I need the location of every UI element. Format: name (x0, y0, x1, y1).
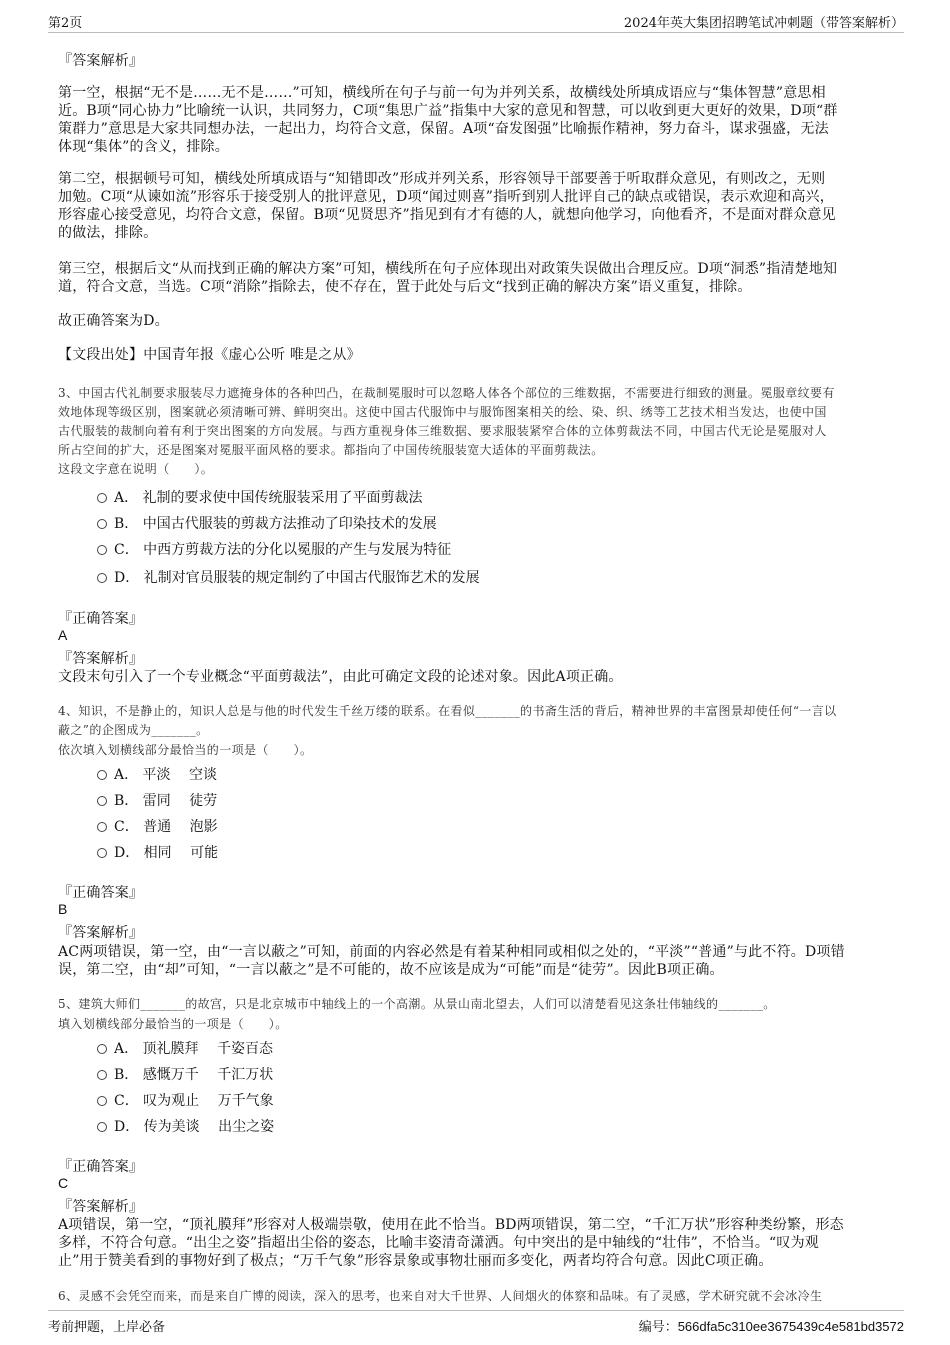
q2-explain-p1-line: 第一空，根据“无不是……无不是……”可知，横线所在句子与前一句为并列关系，故横线处所填成语应与“集体智慧”意思相 (58, 85, 826, 101)
q5-prompt: 填入划横线部分最恰当的一项是（ ）。 (58, 1017, 288, 1031)
q2-explain-p1-line: 体现“集体”的含义，排除。 (58, 139, 229, 155)
q4-option-d-label: D． 相同 可能 (114, 845, 219, 861)
radio-icon[interactable] (97, 1070, 107, 1080)
q4-option-a-label: A． 平淡 空谈 (114, 767, 218, 783)
q4-explain-line: AC两项错误，第一空，由“一言以蔽之”可知，前面的内容必然是有着某种相同或相似之处的，“平淡”“普通”与此不符。D项错 (58, 944, 845, 960)
q3-answer-label: 『正确答案』 (58, 611, 144, 627)
q4-explain-label: 『答案解析』 (58, 925, 144, 941)
q4-stem-line: 蔽之”的企图成为_______。 (58, 723, 209, 737)
q3-explain-line: 文段末句引入了一个专业概念“平面剪裁法”，由此可确定文段的论述对象。因此A项正确。 (58, 669, 623, 685)
q2-explain-p1-line: 近。B项“同心协力”比喻统一认识，共同努力，C项“集思广益”指集中大家的意见和智慧，可以收到更大更好的效果，D项“群 (58, 103, 838, 119)
radio-icon[interactable] (97, 822, 107, 832)
q3-answer: A (58, 627, 68, 643)
q2-explain-p2-line: 的做法，排除。 (58, 225, 158, 241)
q2-explain-p3-line: 道，符合文意，当选。C项“消除”指除去，使不存在，置于此处与后文“找到正确的解决方案”语义重复，排除。 (58, 279, 752, 295)
q5-explain-line: 止”用于赞美看到的事物好到了极点；“万千气象”形容景象或事物壮丽而多变化，两者均符合句意。因此C项正确。 (58, 1253, 773, 1269)
radio-icon[interactable] (97, 1122, 107, 1132)
q3-stem-line: 3、中国古代礼制要求服装尽力遮掩身体的各种凹凸，在裁制冕服时可以忽略人体各个部位的三维数据，不需要进行细致的测量。冕服章纹要有 (58, 386, 835, 400)
document-title: 2024年英大集团招聘笔试冲刺题（带答案解析） (623, 16, 904, 31)
q3-stem-line: 效地体现等级区别，图案就必须清晰可辨、鲜明突出。这使中国古代服饰中与服饰图案相关的绘、染、织、绣等工艺技术相当发达，也使中国 (58, 405, 827, 419)
page-header (48, 10, 904, 33)
q5-option-d-label: D． 传为美谈 出尘之姿 (114, 1119, 275, 1135)
q3-option-a-label: A． 礼制的要求使中国传统服装采用了平面剪裁法 (114, 490, 423, 506)
q2-explain-label: 『答案解析』 (58, 53, 144, 69)
q3-option-c-label: C． 中西方剪裁方法的分化以冕服的产生与发展为特征 (114, 542, 452, 558)
q5-option-c-label: C． 叹为观止 万千气象 (114, 1093, 274, 1109)
radio-icon[interactable] (97, 519, 107, 529)
q4-answer-label: 『正确答案』 (58, 885, 144, 901)
q5-option-a-label: A． 顶礼膜拜 千姿百态 (114, 1041, 274, 1057)
document-id: 编号：566dfa5c310ee3675439c4e581bd3572 (638, 1319, 904, 1334)
q4-stem-line: 4、知识，不是静止的，知识人总是与他的时代发生千丝万缕的联系。在看似_______的书斋生活的背后，精神世界的丰富图景却使任何“一言以 (58, 704, 837, 718)
q5-option-b-label: B． 感慨万千 千汇万状 (114, 1067, 274, 1083)
q2-explain-p3-line: 第三空，根据后文“从而找到正确的解决方案”可知，横线所在句子应体现出对政策失误做出合理反应。D项“洞悉”指清楚地知 (58, 261, 838, 277)
page-footer (48, 1310, 904, 1335)
q3-stem-line: 古代服装的裁制向着有利于突出图案的方向发展。与西方重视身体三维数据、要求服装紧窄合体的立体剪裁法不同，中国古代无论是冕服对人 (58, 424, 827, 438)
q5-explain-line: A项错误，第一空，“顶礼膜拜”形容对人极端崇敬，使用在此不恰当。BD两项错误，第二空，“千汇万状”形容种类纷繁，形态 (58, 1217, 844, 1233)
radio-icon[interactable] (97, 545, 107, 555)
radio-icon[interactable] (97, 848, 107, 858)
q4-option-c-label: C． 普通 泡影 (114, 819, 218, 835)
q2-explain-p2-line: 第二空，根据顿号可知，横线处所填成语与“知错即改”形成并列关系，形容领导干部要善于听取群众意见，有则改之，无则 (58, 171, 826, 187)
radio-icon[interactable] (97, 770, 107, 780)
q4-option-b-label: B． 雷同 徒劳 (114, 793, 218, 809)
q5-explain-label: 『答案解析』 (58, 1199, 144, 1215)
radio-icon[interactable] (97, 493, 107, 503)
q3-stem-line: 所占空间的扩大，还是图案对冕服平面风格的要求。都指向了中国传统服装宽大适体的平面剪裁法。 (58, 443, 604, 457)
q6-stem-line: 6、灵感不会凭空而来，而是来自广博的阅读，深入的思考，也来自对大千世界、人间烟火的体察和品味。有了灵感，学术研究就不会冰冷生 (58, 1289, 823, 1303)
footer-slogan: 考前押题，上岸必备 (48, 1320, 166, 1335)
q2-explain-p1-line: 策群力”意思是大家共同想办法，一起出力，均符合文意，保留。A项“奋发图强”比喻振作精神，努力奋斗，谋求强盛，无法 (58, 121, 829, 137)
q5-explain-line: 多样，不符合句意。“出尘之姿”指超出尘俗的姿态，比喻丰姿清奇潇洒。句中突出的是中轴线的“壮伟”，不恰当。“叹为观 (58, 1235, 819, 1251)
q2-explain-p2-line: 加勉。C项“从谏如流”形容乐于接受别人的批评意见，D项“闻过则喜”指听到别人批评自己的缺点或错误，表示欢迎和高兴， (58, 189, 834, 205)
q4-answer: B (58, 901, 68, 917)
q5-answer-label: 『正确答案』 (58, 1159, 144, 1175)
q3-prompt: 这段文字意在说明（ ）。 (58, 462, 214, 476)
q5-answer: C (58, 1175, 69, 1191)
q3-explain-label: 『答案解析』 (58, 651, 144, 667)
q4-prompt: 依次填入划横线部分最恰当的一项是（ ）。 (58, 743, 313, 757)
q4-explain-line: 误，第二空，由“却”可知，“一言以蔽之”是不可能的，故不应该是成为“可能”而是“徒劳”。因此B项正确。 (58, 962, 724, 978)
radio-icon[interactable] (97, 1044, 107, 1054)
q2-source: 【文段出处】中国青年报《虚心公听 唯是之从》 (58, 347, 361, 363)
radio-icon[interactable] (97, 1096, 107, 1106)
q5-stem-line: 5、建筑大师们_______的故宫，只是北京城市中轴线上的一个高潮。从景山南北望去，人们可以清楚看见这条壮伟轴线的_______。 (58, 997, 776, 1011)
q3-option-b-label: B． 中国古代服装的剪裁方法推动了印染技术的发展 (114, 516, 437, 532)
q2-explain-p2-line: 形容虚心接受意见，均符合文意，保留。B项“见贤思齐”指见到有才有德的人，就想向他学习，向他看齐，不是面对群众意见 (58, 207, 836, 223)
radio-icon[interactable] (97, 796, 107, 806)
q2-conclusion: 故正确答案为D。 (58, 313, 169, 329)
q3-option-d-label: D． 礼制对官员服装的规定制约了中国古代服饰艺术的发展 (114, 570, 480, 586)
page-number: 第2页 (48, 16, 83, 31)
radio-icon[interactable] (97, 573, 107, 583)
